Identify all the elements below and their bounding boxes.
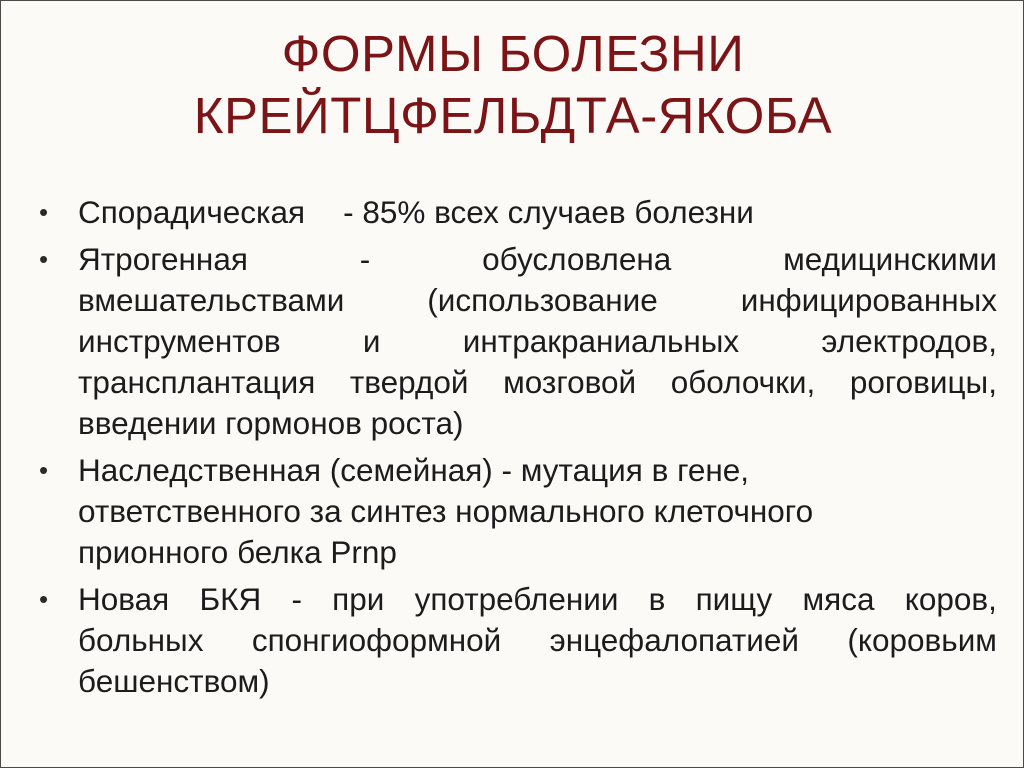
bullet-word: ответственного за синтез нормального клеточного	[78, 493, 814, 529]
bullet-word: бешенством)	[78, 663, 270, 699]
bullet-word: энцефалопатией	[549, 622, 800, 658]
bullet-line	[78, 620, 997, 661]
bullet-line	[78, 239, 997, 280]
bullet-word: в	[648, 581, 666, 617]
bullet-line	[78, 280, 997, 321]
bullet-word: при	[332, 581, 385, 617]
bullet-word: инфицированных	[740, 282, 997, 318]
bullet-word: обусловлена	[482, 241, 672, 277]
bullet-word: прионного белка Prnp	[78, 534, 397, 570]
bullet-word: электродов,	[821, 323, 997, 359]
bullet-item-iatrogenic	[39, 239, 997, 444]
title-line-1: ФОРМЫ БОЛЕЗНИ	[281, 25, 745, 82]
bullet-line	[78, 321, 997, 362]
bullet-line	[78, 532, 997, 573]
bullet-line	[78, 403, 997, 444]
bullet-dot: •	[39, 197, 49, 227]
bullet-word: роговицы,	[849, 364, 997, 400]
bullet-word: употреблении	[414, 581, 619, 617]
slide-title	[1, 23, 1024, 147]
bullet-word: Спорадическая	[78, 194, 306, 230]
bullet-word: БКЯ	[199, 581, 262, 617]
bullet-word: Наследственная (семейная) - мутация в гене,	[78, 452, 750, 488]
bullet-line	[78, 362, 997, 403]
bullet-line	[78, 192, 997, 233]
bullet-word: коров,	[904, 581, 997, 617]
bullet-word: интракраниальных	[462, 323, 740, 359]
bullet-item-new-variant	[39, 579, 997, 702]
bullet-line	[78, 491, 997, 532]
bullet-word: инструментов	[78, 323, 281, 359]
bullet-word: мозговой	[503, 364, 637, 400]
bullet-item-hereditary	[39, 450, 997, 573]
bullet-word: - 85% всех случаев болезни	[343, 194, 754, 230]
title-line-2: КРЕЙТЦФЕЛЬДТА-ЯКОБА	[193, 87, 833, 144]
bullet-list	[39, 192, 997, 708]
bullet-word: пищу	[695, 581, 773, 617]
bullet-line	[78, 450, 997, 491]
bullet-word: больных	[78, 622, 204, 658]
bullet-word: введении гормонов роста)	[78, 405, 464, 441]
bullet-word: медицинскими	[783, 241, 997, 277]
bullet-word: (использование	[427, 282, 658, 318]
bullet-line	[78, 579, 997, 620]
bullet-line	[78, 661, 997, 702]
bullet-item-sporadic	[39, 192, 997, 233]
bullet-dot: •	[39, 455, 49, 485]
bullet-word: вмешательствами	[78, 282, 345, 318]
bullet-dot: •	[39, 244, 49, 274]
bullet-word: трансплантация	[78, 364, 316, 400]
bullet-dot: •	[39, 584, 49, 614]
bullet-word: Новая	[78, 581, 170, 617]
bullet-word: твердой	[349, 364, 469, 400]
bullet-word: спонгиоформной	[251, 622, 502, 658]
bullet-word: оболочки,	[670, 364, 816, 400]
bullet-word: и	[362, 323, 381, 359]
bullet-word: Ятрогенная	[78, 241, 248, 277]
bullet-word: мяса	[802, 581, 875, 617]
bullet-word: (коровьим	[847, 622, 997, 658]
bullet-word: -	[291, 581, 302, 617]
bullet-word: -	[359, 241, 371, 277]
